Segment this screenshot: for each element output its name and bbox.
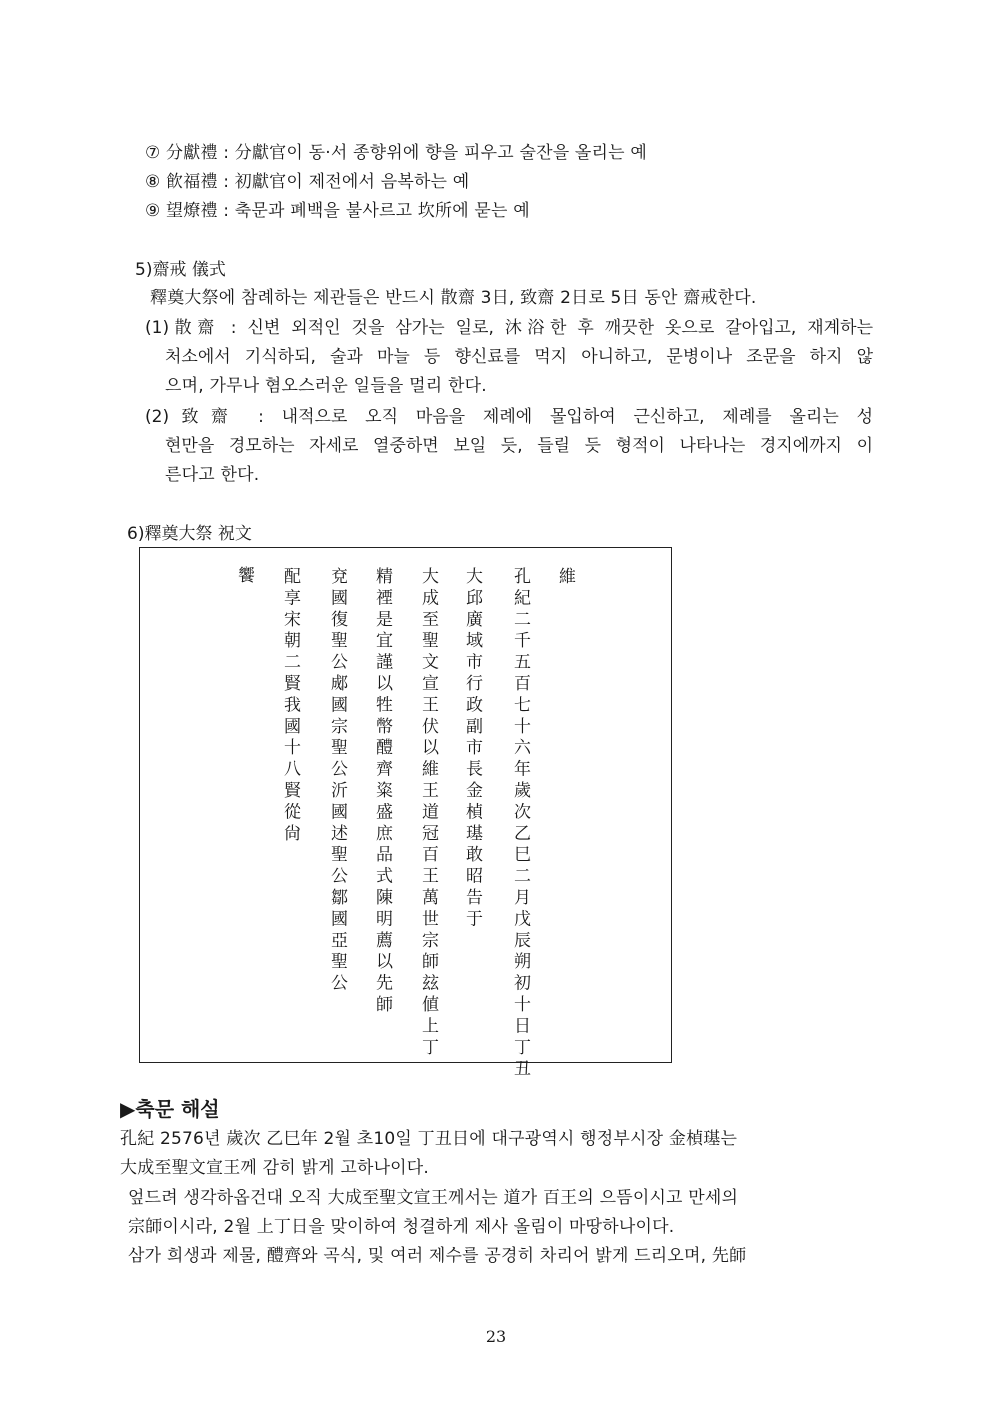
prayer-column: 維 xyxy=(555,567,575,589)
prayer-column: 兗國復聖公郕國宗聖公沂國述聖公鄒國亞聖公 xyxy=(327,567,347,995)
commentary-line: 엎드려 생각하옵건대 오직 大成至聖文宣王께서는 道가 百王의 으뜸이시고 만세의 xyxy=(128,1188,739,1208)
paragraph-line: 처소에서 기식하되, 술과 마늘 등 향신료를 먹지 아니하고, 문병이나 조문을 하지 않 xyxy=(165,347,873,367)
prayer-column: 配享宋朝二賢我國十八賢從尙 xyxy=(280,567,300,846)
section-heading: 6)釋奠大祭 祝文 xyxy=(127,524,252,544)
paragraph-line: 현만을 경모하는 자세로 열중하면 보일 듯, 들릴 듯 형적이 나타나는 경지에까지 이 xyxy=(165,436,873,456)
commentary-line: 大成至聖文宣王께 감히 밝게 고하나이다. xyxy=(120,1158,430,1178)
paragraph-line: 으며, 가무나 혐오스러운 일들을 멀리 한다. xyxy=(165,376,487,396)
commentary-line: 宗師이시라, 2월 上丁日을 맞이하여 청결하게 제사 올림이 마땅하나이다. xyxy=(128,1217,675,1237)
paragraph: 釋奠大祭에 참례하는 제관들은 반드시 散齋 3日, 致齋 2日로 5日 동안 齋戒한다. xyxy=(150,288,757,308)
paragraph-line: (1)散齋 : 신변 외적인 것을 삼가는 일로, 沐浴한 후 깨끗한 옷으로 갈아입고, 재계하는 xyxy=(145,318,873,338)
commentary-line: 孔紀 2576년 歲次 乙巳年 2월 초10일 丁丑日에 대구광역시 행정부시장 金楨璂는 xyxy=(120,1129,738,1149)
paragraph-line: (2)致齋 : 내적으로 오직 마음을 제례에 몰입하여 근신하고, 제례를 올리는 성 xyxy=(145,407,873,427)
commentary-title: ▶축문 해설 xyxy=(120,1097,220,1121)
paragraph-line: 른다고 한다. xyxy=(165,465,260,485)
rite-item: ⑧ 飮福禮 : 初獻官이 제전에서 음복하는 예 xyxy=(145,172,470,192)
commentary-line: 삼가 희생과 제물, 醴齊와 곡식, 및 여러 제수를 공경히 차리어 밝게 드리오며, 先師 xyxy=(128,1246,747,1266)
prayer-column: 精禋是宜謹以牲幣醴齊粢盛庶品式陳明薦以先師 xyxy=(372,567,392,1017)
prayer-column: 大成至聖文宣王伏以維王道冠百王萬世宗師玆値上丁 xyxy=(418,567,438,1060)
page-number: 23 xyxy=(485,1327,507,1346)
prayer-column: 大邱廣域市行政副市長金楨璂敢昭告于 xyxy=(462,567,482,931)
rite-item: ⑨ 望燎禮 : 축문과 폐백을 불사르고 坎所에 묻는 예 xyxy=(145,201,530,221)
rite-item: ⑦ 分獻禮 : 分獻官이 동·서 종향위에 향을 피우고 술잔을 올리는 예 xyxy=(145,143,648,163)
prayer-text-box xyxy=(139,547,672,1081)
prayer-column: 孔紀二千五百七十六年歲次乙巳二月戊辰朔初十日丁丑 xyxy=(510,567,530,1081)
prayer-column: 饗 xyxy=(234,566,254,588)
section-heading: 5)齋戒 儀式 xyxy=(135,260,226,280)
